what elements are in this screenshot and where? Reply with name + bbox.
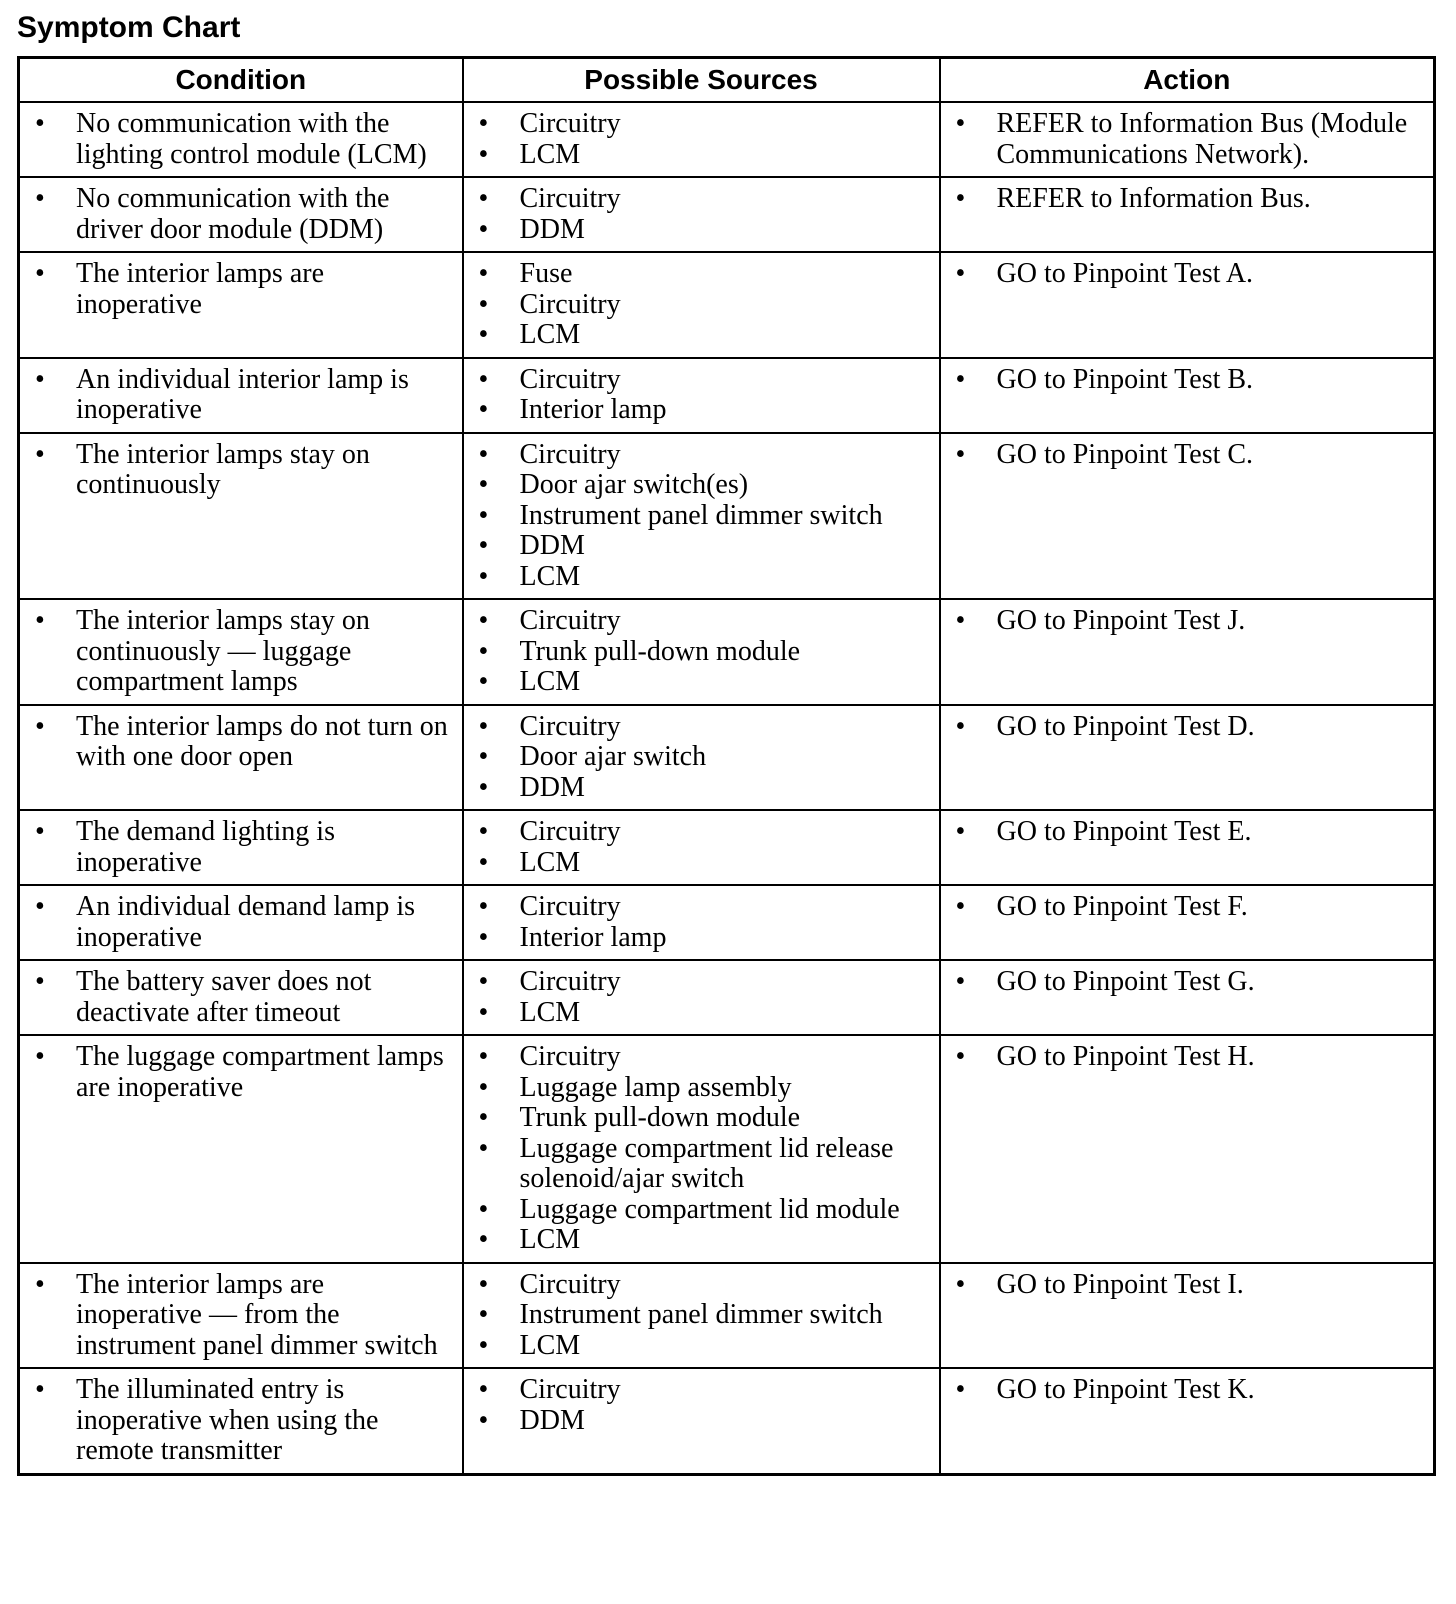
table-row: [19, 102, 1435, 177]
possible-source-item: • Fuse: [464, 259, 935, 290]
action-cell: [940, 810, 1435, 885]
possible-source-item: • LCM: [464, 562, 935, 593]
possible-sources-list: [464, 434, 939, 599]
action-list: [941, 1369, 1434, 1412]
table-body: [19, 102, 1435, 1474]
action-text: • GO to Pinpoint Test B.: [941, 365, 1430, 396]
action-list: [941, 706, 1434, 749]
condition-text: • No communication with the driver door module (DDM): [20, 184, 458, 245]
possible-source-item: • Luggage lamp assembly: [464, 1073, 935, 1104]
table-row: [19, 705, 1435, 811]
condition-list: [20, 359, 462, 432]
condition-cell: [19, 1035, 463, 1263]
possible-source-item: • Circuitry: [464, 1270, 935, 1301]
condition-text: • The illuminated entry is inoperative when using the remote transmitter: [20, 1375, 458, 1467]
condition-cell: [19, 433, 463, 600]
possible-source-item: • Trunk pull-down module: [464, 1103, 935, 1134]
action-text: • GO to Pinpoint Test A.: [941, 259, 1430, 290]
action-text: • GO to Pinpoint Test F.: [941, 892, 1430, 923]
table-row: [19, 1368, 1435, 1474]
condition-text: • No communication with the lighting control module (LCM): [20, 109, 458, 170]
possible-sources-list: [464, 1369, 939, 1442]
possible-sources-cell: [463, 177, 940, 252]
action-cell: [940, 1035, 1435, 1263]
column-header-action: Action: [940, 58, 1435, 103]
possible-source-item: • Circuitry: [464, 109, 935, 140]
possible-sources-list: [464, 1264, 939, 1368]
possible-sources-cell: [463, 1035, 940, 1263]
possible-sources-cell: [463, 885, 940, 960]
condition-cell: [19, 885, 463, 960]
action-list: [941, 103, 1434, 176]
condition-list: [20, 1264, 462, 1368]
table-row: [19, 885, 1435, 960]
column-header-condition: Condition: [19, 58, 463, 103]
possible-sources-list: [464, 359, 939, 432]
condition-cell: [19, 1368, 463, 1474]
condition-list: [20, 600, 462, 704]
condition-text: • An individual interior lamp is inoperative: [20, 365, 458, 426]
action-list: [941, 961, 1434, 1004]
condition-cell: [19, 705, 463, 811]
table-row: [19, 358, 1435, 433]
table-row: [19, 1263, 1435, 1369]
condition-list: [20, 1036, 462, 1109]
action-cell: [940, 1263, 1435, 1369]
action-list: [941, 253, 1434, 296]
possible-source-item: • Circuitry: [464, 892, 935, 923]
possible-source-item: • Circuitry: [464, 817, 935, 848]
possible-source-item: • Luggage compartment lid release solenoid/ajar switch: [464, 1134, 935, 1195]
possible-source-item: • Door ajar switch: [464, 742, 935, 773]
action-cell: [940, 433, 1435, 600]
possible-source-item: • Circuitry: [464, 1375, 935, 1406]
condition-text: • The demand lighting is inoperative: [20, 817, 458, 878]
table-row: [19, 252, 1435, 358]
action-list: [941, 434, 1434, 477]
possible-source-item: • DDM: [464, 215, 935, 246]
possible-source-item: • DDM: [464, 1406, 935, 1437]
possible-source-item: • Circuitry: [464, 440, 935, 471]
action-text: • GO to Pinpoint Test C.: [941, 440, 1430, 471]
condition-list: [20, 886, 462, 959]
action-text: • GO to Pinpoint Test K.: [941, 1375, 1430, 1406]
condition-cell: [19, 960, 463, 1035]
action-list: [941, 1036, 1434, 1079]
condition-cell: [19, 599, 463, 705]
possible-source-item: • Interior lamp: [464, 395, 935, 426]
possible-sources-list: [464, 253, 939, 357]
condition-text: • The interior lamps are inoperative: [20, 259, 458, 320]
possible-source-item: • Luggage compartment lid module: [464, 1195, 935, 1226]
possible-source-item: • LCM: [464, 998, 935, 1029]
action-cell: [940, 358, 1435, 433]
table-row: [19, 810, 1435, 885]
possible-sources-cell: [463, 599, 940, 705]
action-text: • REFER to Information Bus (Module Communications Network).: [941, 109, 1430, 170]
possible-source-item: • LCM: [464, 848, 935, 879]
table-row: [19, 599, 1435, 705]
possible-sources-cell: [463, 358, 940, 433]
condition-cell: [19, 252, 463, 358]
action-cell: [940, 705, 1435, 811]
column-header-possible-sources: Possible Sources: [463, 58, 940, 103]
condition-text: • An individual demand lamp is inoperative: [20, 892, 458, 953]
condition-text: • The interior lamps stay on continuously: [20, 440, 458, 501]
possible-source-item: • LCM: [464, 667, 935, 698]
possible-sources-cell: [463, 810, 940, 885]
condition-text: • The interior lamps are inoperative — from the instrument panel dimmer switch: [20, 1270, 458, 1362]
action-cell: [940, 252, 1435, 358]
action-text: • GO to Pinpoint Test H.: [941, 1042, 1430, 1073]
possible-sources-cell: [463, 960, 940, 1035]
action-cell: [940, 177, 1435, 252]
possible-source-item: • Circuitry: [464, 290, 935, 321]
action-list: [941, 886, 1434, 929]
possible-sources-cell: [463, 433, 940, 600]
possible-sources-list: [464, 600, 939, 704]
condition-cell: [19, 810, 463, 885]
possible-sources-list: [464, 886, 939, 959]
possible-source-item: • Circuitry: [464, 967, 935, 998]
action-list: [941, 359, 1434, 402]
action-list: [941, 178, 1434, 221]
possible-source-item: • Interior lamp: [464, 923, 935, 954]
possible-source-item: • LCM: [464, 140, 935, 171]
possible-sources-list: [464, 961, 939, 1034]
possible-sources-cell: [463, 705, 940, 811]
table-row: [19, 177, 1435, 252]
condition-list: [20, 811, 462, 884]
condition-list: [20, 253, 462, 326]
action-list: [941, 1264, 1434, 1307]
action-text: • REFER to Information Bus.: [941, 184, 1430, 215]
action-text: • GO to Pinpoint Test J.: [941, 606, 1430, 637]
action-text: • GO to Pinpoint Test G.: [941, 967, 1430, 998]
action-cell: [940, 599, 1435, 705]
condition-list: [20, 434, 462, 507]
condition-list: [20, 706, 462, 779]
possible-source-item: • DDM: [464, 773, 935, 804]
possible-source-item: • Door ajar switch(es): [464, 470, 935, 501]
condition-cell: [19, 177, 463, 252]
possible-sources-list: [464, 706, 939, 810]
action-text: • GO to Pinpoint Test E.: [941, 817, 1430, 848]
possible-sources-cell: [463, 1368, 940, 1474]
possible-sources-cell: [463, 252, 940, 358]
table-row: [19, 1035, 1435, 1263]
table-header-row: [19, 58, 1435, 103]
action-cell: [940, 960, 1435, 1035]
possible-source-item: • Trunk pull-down module: [464, 637, 935, 668]
action-list: [941, 811, 1434, 854]
condition-text: • The interior lamps stay on continuously — luggage compartment lamps: [20, 606, 458, 698]
possible-source-item: • LCM: [464, 320, 935, 351]
possible-source-item: • Instrument panel dimmer switch: [464, 1300, 935, 1331]
possible-source-item: • Instrument panel dimmer switch: [464, 501, 935, 532]
possible-source-item: • Circuitry: [464, 606, 935, 637]
action-text: • GO to Pinpoint Test D.: [941, 712, 1430, 743]
possible-sources-list: [464, 811, 939, 884]
condition-text: • The luggage compartment lamps are inoperative: [20, 1042, 458, 1103]
action-cell: [940, 102, 1435, 177]
action-cell: [940, 1368, 1435, 1474]
table-row: [19, 433, 1435, 600]
possible-sources-cell: [463, 1263, 940, 1369]
possible-source-item: • Circuitry: [464, 712, 935, 743]
condition-cell: [19, 358, 463, 433]
possible-source-item: • Circuitry: [464, 1042, 935, 1073]
condition-list: [20, 961, 462, 1034]
possible-sources-list: [464, 1036, 939, 1262]
condition-list: [20, 178, 462, 251]
condition-cell: [19, 1263, 463, 1369]
action-text: • GO to Pinpoint Test I.: [941, 1270, 1430, 1301]
possible-source-item: • LCM: [464, 1331, 935, 1362]
possible-source-item: • Circuitry: [464, 184, 935, 215]
possible-source-item: • DDM: [464, 531, 935, 562]
condition-text: • The battery saver does not deactivate after timeout: [20, 967, 458, 1028]
symptom-chart-table: [17, 56, 1436, 1476]
possible-sources-list: [464, 103, 939, 176]
page-title: Symptom Chart: [17, 11, 241, 44]
action-cell: [940, 885, 1435, 960]
possible-source-item: • LCM: [464, 1225, 935, 1256]
possible-sources-list: [464, 178, 939, 251]
condition-list: [20, 103, 462, 176]
table-row: [19, 960, 1435, 1035]
condition-cell: [19, 102, 463, 177]
possible-source-item: • Circuitry: [464, 365, 935, 396]
possible-sources-cell: [463, 102, 940, 177]
condition-list: [20, 1369, 462, 1473]
condition-text: • The interior lamps do not turn on with one door open: [20, 712, 458, 773]
action-list: [941, 600, 1434, 643]
